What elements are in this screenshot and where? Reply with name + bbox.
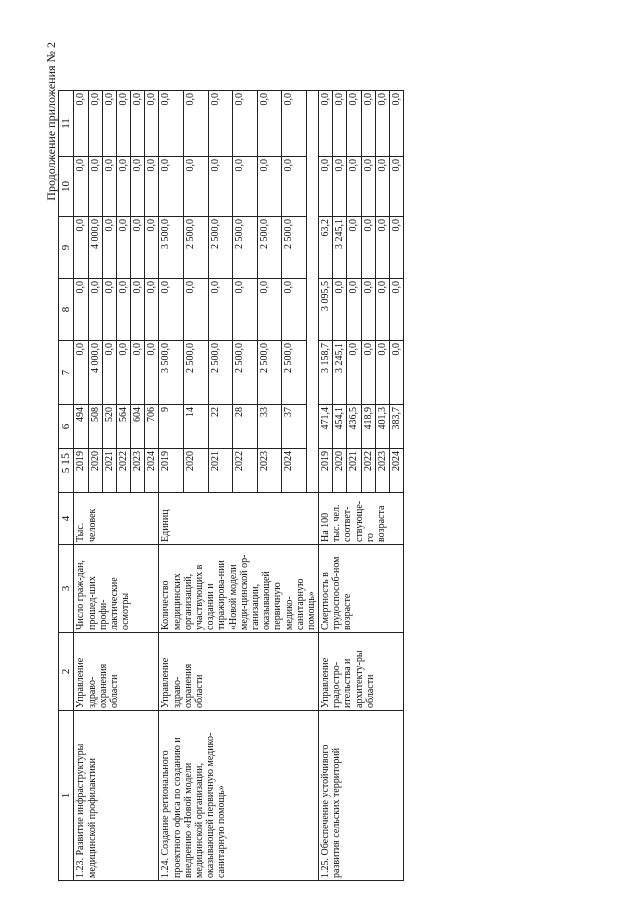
value-cell: 0,0: [375, 279, 389, 341]
value-cell: 0,0: [361, 341, 375, 405]
value-cell: 508: [88, 405, 102, 449]
indicator-name: Количество медицинских организаций, участвующих в создании и тиражирова-нии «Новой модели меди-цинской ор-ганизации, оказывающей первичную медико-санитарную помощь»: [159, 545, 319, 633]
value-cell: 0,0: [116, 279, 130, 341]
value-cell: 0,0: [74, 341, 88, 405]
value-cell: 4 000,0: [88, 341, 102, 405]
value-cell: 3 245,1: [333, 217, 347, 279]
value-cell: 0,0: [208, 91, 233, 157]
value-cell: 2 500,0: [233, 217, 258, 279]
table-row: [74, 91, 88, 881]
value-cell: 0,0: [347, 217, 361, 279]
year-cell: 2023: [131, 449, 145, 493]
value-cell: 0,0: [159, 91, 184, 157]
value-cell: 0,0: [184, 279, 209, 341]
executor: Управление здраво-охранения области: [159, 633, 319, 711]
year-cell: 2021: [347, 449, 361, 493]
value-cell: 0,0: [74, 91, 88, 157]
year-cell: 2022: [116, 449, 130, 493]
budget-table: [58, 90, 404, 881]
event-name: 1.23. Развитие инфраструктуры медицинской профилактики: [74, 711, 159, 881]
value-cell: 0,0: [102, 217, 116, 279]
value-cell: 564: [116, 405, 130, 449]
value-cell: 0,0: [145, 279, 159, 341]
value-cell: 14: [184, 405, 209, 449]
value-cell: 0,0: [361, 279, 375, 341]
value-cell: 0,0: [257, 157, 282, 217]
value-cell: 604: [131, 405, 145, 449]
value-cell: 0,0: [88, 91, 102, 157]
table-row: [159, 91, 184, 881]
header-row: [59, 91, 74, 881]
value-cell: 0,0: [102, 279, 116, 341]
value-cell: 0,0: [390, 91, 404, 157]
value-cell: 0,0: [102, 341, 116, 405]
year-cell: 2023: [375, 449, 389, 493]
value-cell: 63,2: [319, 217, 333, 279]
year-cell: 2022: [361, 449, 375, 493]
value-cell: 454,1: [333, 405, 347, 449]
value-cell: 0,0: [208, 157, 233, 217]
value-cell: 0,0: [375, 91, 389, 157]
value-cell: 0,0: [375, 217, 389, 279]
value-cell: 0,0: [208, 279, 233, 341]
value-cell: 0,0: [233, 279, 258, 341]
value-cell: 0,0: [116, 341, 130, 405]
value-cell: 0,0: [184, 157, 209, 217]
value-cell: 0,0: [282, 91, 307, 157]
column-header: 1: [59, 711, 74, 881]
value-cell: 0,0: [102, 157, 116, 217]
value-cell: 2 500,0: [233, 341, 258, 405]
value-cell: 0,0: [361, 157, 375, 217]
value-cell: 401,3: [375, 405, 389, 449]
value-cell: 0,0: [375, 157, 389, 217]
value-cell: 0,0: [74, 217, 88, 279]
year-cell: 2022: [233, 449, 258, 493]
value-cell: 2 500,0: [282, 341, 307, 405]
value-cell: 0,0: [282, 157, 307, 217]
value-cell: 22: [208, 405, 233, 449]
continuation-heading: Продолжение приложения № 2: [44, 42, 58, 201]
value-cell: 0,0: [347, 341, 361, 405]
value-cell: 0,0: [159, 157, 184, 217]
value-cell: 3 500,0: [159, 341, 184, 405]
value-cell: 2 500,0: [184, 217, 209, 279]
year-cell: 2020: [184, 449, 209, 493]
value-cell: 494: [74, 405, 88, 449]
event-name: 1.24. Создание регионального проектного офиса по созданию и внедрению «Новой модели медицинской организации, оказывающей первичную медико-санитарную помощь»: [159, 711, 319, 881]
value-cell: 0,0: [102, 91, 116, 157]
value-cell: 0,0: [257, 279, 282, 341]
year-cell: 2021: [208, 449, 233, 493]
value-cell: 0,0: [74, 279, 88, 341]
value-cell: 3 500,0: [159, 217, 184, 279]
column-header: 9: [59, 217, 74, 279]
column-header: 5: [59, 449, 74, 493]
unit: Единиц: [159, 493, 319, 545]
value-cell: 0,0: [319, 91, 333, 157]
value-cell: 0,0: [257, 91, 282, 157]
executor: Управление градостро-ительства и архитекту-ры области: [319, 633, 404, 711]
value-cell: 0,0: [390, 217, 404, 279]
year-cell: 2024: [145, 449, 159, 493]
value-cell: 0,0: [361, 217, 375, 279]
value-cell: 0,0: [145, 341, 159, 405]
value-cell: 0,0: [233, 157, 258, 217]
year-cell: 2020: [333, 449, 347, 493]
indicator-name: Число граж-дан, прошед-ших профи-лактические осмотры: [74, 545, 159, 633]
value-cell: 436,5: [347, 405, 361, 449]
column-header: 6: [59, 405, 74, 449]
event-name: 1.25. Обеспечение устойчивого развития сельских территорий: [319, 711, 404, 881]
column-header: 11: [59, 91, 74, 157]
column-header: 8: [59, 279, 74, 341]
value-cell: 0,0: [131, 157, 145, 217]
unit: На 100 тыс. чел. соответ-ствующе-го возраста: [319, 493, 404, 545]
value-cell: 0,0: [88, 279, 102, 341]
year-cell: 2023: [257, 449, 282, 493]
value-cell: 0,0: [145, 91, 159, 157]
value-cell: 0,0: [159, 279, 184, 341]
value-cell: 706: [145, 405, 159, 449]
value-cell: 0,0: [131, 279, 145, 341]
value-cell: 471,4: [319, 405, 333, 449]
value-cell: 3 158,7: [319, 341, 333, 405]
year-cell: 2020: [88, 449, 102, 493]
value-cell: 0,0: [347, 279, 361, 341]
value-cell: 2 500,0: [257, 341, 282, 405]
value-cell: 9: [159, 405, 184, 449]
value-cell: 3 095,5: [319, 279, 333, 341]
value-cell: 0,0: [390, 279, 404, 341]
section-1-24: [159, 91, 319, 881]
indicator-name: Смертность в трудоспособ-ном возрасте: [319, 545, 404, 633]
column-header: 2: [59, 633, 74, 711]
value-cell: 0,0: [116, 91, 130, 157]
value-cell: 0,0: [390, 157, 404, 217]
value-cell: 2 500,0: [257, 217, 282, 279]
value-cell: 0,0: [74, 157, 88, 217]
value-cell: 0,0: [131, 91, 145, 157]
value-cell: 0,0: [184, 91, 209, 157]
value-cell: 2 500,0: [282, 217, 307, 279]
value-cell: 37: [282, 405, 307, 449]
value-cell: 418,9: [361, 405, 375, 449]
value-cell: 28: [233, 405, 258, 449]
empty-cell: [307, 91, 319, 493]
value-cell: 0,0: [319, 157, 333, 217]
column-header: 7: [59, 341, 74, 405]
value-cell: 520: [102, 405, 116, 449]
value-cell: 2 500,0: [208, 341, 233, 405]
value-cell: 0,0: [131, 341, 145, 405]
year-cell: 2019: [74, 449, 88, 493]
year-cell: 2021: [102, 449, 116, 493]
value-cell: 0,0: [145, 217, 159, 279]
value-cell: 0,0: [390, 341, 404, 405]
column-header: 10: [59, 157, 74, 217]
value-cell: 0,0: [333, 157, 347, 217]
value-cell: 0,0: [282, 279, 307, 341]
value-cell: 0,0: [375, 341, 389, 405]
value-cell: 0,0: [361, 91, 375, 157]
value-cell: 33: [257, 405, 282, 449]
column-header: 3: [59, 545, 74, 633]
year-cell: 2024: [282, 449, 307, 493]
value-cell: 0,0: [145, 157, 159, 217]
unit: Тыс. человек: [74, 493, 159, 545]
value-cell: 0,0: [131, 217, 145, 279]
value-cell: 0,0: [333, 91, 347, 157]
value-cell: 0,0: [347, 157, 361, 217]
value-cell: 383,7: [390, 405, 404, 449]
year-cell: 2024: [390, 449, 404, 493]
value-cell: 0,0: [233, 91, 258, 157]
year-cell: 2019: [319, 449, 333, 493]
column-header: 4: [59, 493, 74, 545]
value-cell: 3 245,1: [333, 341, 347, 405]
section-1-23: [74, 91, 159, 881]
value-cell: 0,0: [116, 217, 130, 279]
value-cell: 0,0: [116, 157, 130, 217]
page-number: 15: [58, 453, 72, 465]
value-cell: 2 500,0: [184, 341, 209, 405]
value-cell: 0,0: [333, 279, 347, 341]
value-cell: 2 500,0: [208, 217, 233, 279]
value-cell: 0,0: [88, 157, 102, 217]
section-1-25: [319, 91, 404, 881]
value-cell: 0,0: [347, 91, 361, 157]
year-cell: 2019: [159, 449, 184, 493]
value-cell: 4 000,0: [88, 217, 102, 279]
table-row: [319, 91, 333, 881]
executor: Управление здраво-охранения области: [74, 633, 159, 711]
